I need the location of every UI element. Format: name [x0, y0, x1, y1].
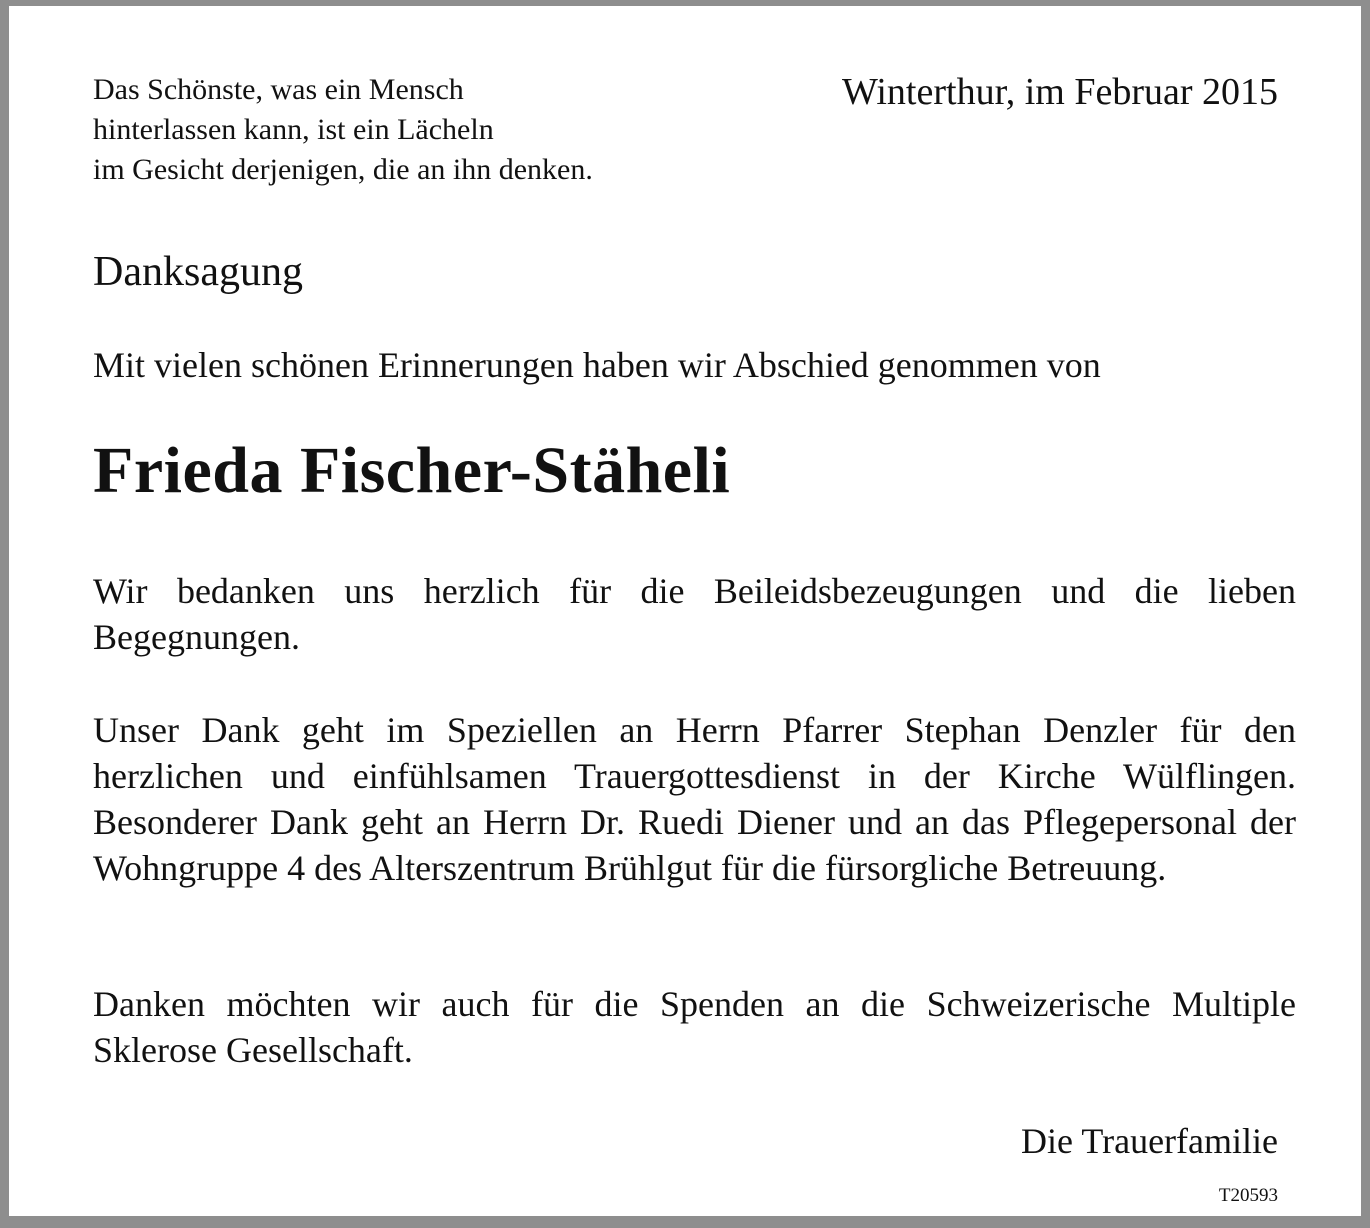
quote-line: im Gesicht derjenigen, die an ihn denken.	[93, 153, 593, 186]
reference-code: T20593	[1218, 1185, 1278, 1206]
thanks-paragraph: Danken möchten wir auch für die Spenden an die Schweizerische Multiple Sklerose Gesellschaft.	[93, 984, 1296, 1070]
thanks-paragraph: Wir bedanken uns herzlich für die Beileidsbezeugungen und die lieben Begegnungen.	[93, 571, 1296, 657]
memorial-quote	[93, 70, 733, 190]
signoff: Die Trauerfamilie	[1021, 1121, 1278, 1161]
notice-heading: Danksagung	[93, 249, 303, 295]
thanks-paragraph: Unser Dank geht im Speziellen an Herrn Pfarrer Stephan Denzler für den herzlichen und einfühlsamen Trauergottesdienst in der Kirche Wülflingen. Besonderer Dank geht an Herrn Dr. Ruedi Diener und an das Pflegepersonal der Wohngruppe 4 des Alterszentrum Brühlgut für die fürsorgliche Betreuung.	[93, 710, 1296, 888]
place-date: Winterthur, im Februar 2015	[842, 71, 1278, 113]
intro-text: Mit vielen schönen Erinnerungen haben wir Abschied genommen von	[93, 345, 1101, 385]
deceased-name: Frieda Fischer-Stäheli	[93, 434, 731, 507]
quote-line: Das Schönste, was ein Mensch	[93, 73, 464, 106]
quote-line: hinterlassen kann, ist ein Lächeln	[93, 113, 494, 146]
